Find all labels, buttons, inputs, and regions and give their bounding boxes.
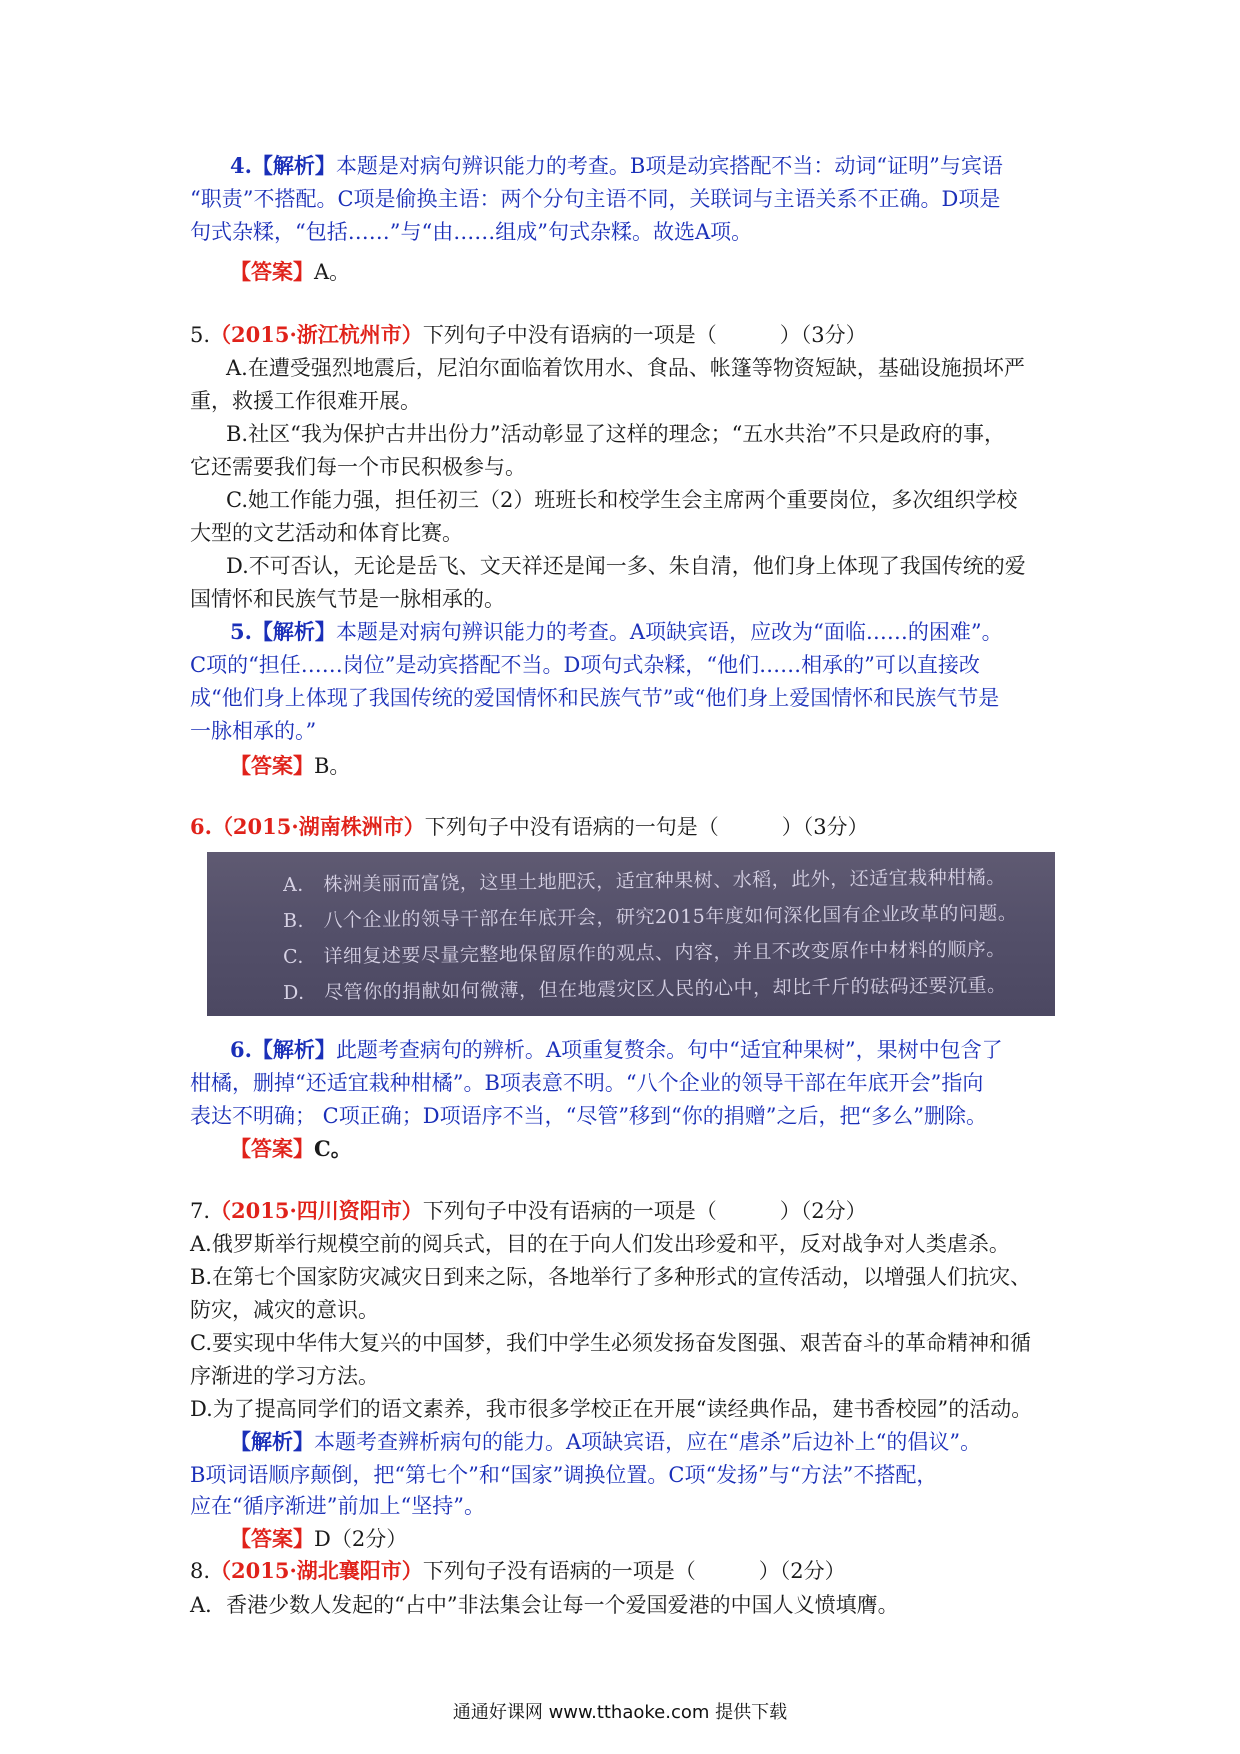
q7-option-c-line-2: 序渐进的学习方法。 (190, 1364, 379, 1388)
q5-stem-text: 下列句子中没有语病的一项是（ ）（3分） (422, 323, 867, 347)
q5-option-b-line-1: B.社区“我为保护古井出份力”活动彰显了这样的理念；“五水共治”不只是政府的事， (226, 422, 1006, 446)
q4-analysis-text-1: 本题是对病句辨识能力的考查。B项是动宾搭配不当：动词“证明”与宾语 (335, 154, 1003, 178)
q8-source: （2015·湖北襄阳市） (210, 1558, 423, 1583)
q5-answer-value: B。 (314, 754, 351, 778)
q6-analysis-tag: 6.【解析】 (230, 1037, 336, 1062)
q6-answer-tag: 【答案】 (230, 1136, 314, 1161)
q6-number: 6. (190, 814, 212, 839)
q7-answer-value: D（2分） (314, 1527, 408, 1551)
q6-photo-option-b: B. 八个企业的领导干部在年底开会，研究2015年度如何深化国有企业改革的问题。 (282, 902, 1018, 932)
q8-stem-text: 下列句子没有语病的一项是（ ）（2分） (422, 1559, 846, 1583)
q6-photo-option-a: A. 株洲美丽而富饶，这里土地肥沃，适宜种果树、水稻，此外，还适宜栽种柑橘。 (282, 866, 1006, 896)
q7-source: （2015·四川资阳市） (210, 1198, 423, 1223)
q7-option-b-line-2: 防灾，减灾的意识。 (190, 1298, 379, 1322)
q5-option-c-line-2: 大型的文艺活动和体育比赛。 (190, 521, 463, 545)
q5-number: 5. (190, 323, 211, 347)
q4-analysis-line-3: 句式杂糅，“包括……”与“由……组成”句式杂糅。故选A项。 (190, 220, 753, 244)
q7-option-a: A.俄罗斯举行规模空前的阅兵式，目的在于向人们发出珍爱和平，反对战争对人类虐杀。 (190, 1232, 1010, 1256)
q7-analysis-tag: 【解析】 (230, 1429, 314, 1454)
q7-analysis-line-1 (230, 1426, 981, 1458)
q5-analysis-tag: 5.【解析】 (230, 619, 336, 644)
q6-analysis-text-1: 此题考查病句的辨析。A项重复赘余。句中“适宜种果树”，果树中包含了 (335, 1038, 1003, 1062)
q5-option-d-line-1: D.不可否认，无论是岳飞、文天祥还是闻一多、朱自清，他们身上体现了我国传统的爱 (226, 554, 1026, 578)
q6-answer-value: C。 (314, 1136, 352, 1161)
q5-stem (190, 319, 867, 351)
q7-option-d: D.为了提高同学们的语文素养，我市很多学校正在开展“读经典作品，建书香校园”的活动。 (190, 1397, 1033, 1421)
q5-analysis-line-2: C项的“担任……岗位”是动宾搭配不当。D项句式杂糅，“他们……相承的”可以直接改 (190, 653, 980, 677)
q7-answer-tag: 【答案】 (230, 1526, 314, 1551)
q5-source: （2015·浙江杭州市） (210, 322, 423, 347)
q6-answer (230, 1133, 352, 1165)
q5-analysis-text-1: 本题是对病句辨识能力的考查。A项缺宾语，应改为“面临……的困难”。 (335, 620, 1003, 644)
q7-answer (230, 1523, 407, 1555)
q5-analysis-line-1 (230, 616, 1003, 648)
q6-analysis-line-1 (230, 1034, 1003, 1066)
q5-option-a-line-1: A.在遭受强烈地震后，尼泊尔面临着饮用水、食品、帐篷等物资短缺，基础设施损坏严 (226, 356, 1025, 380)
q4-analysis-line-2: “职责”不搭配。C项是偷换主语：两个分句主语不同，关联词与主语关系不正确。D项是 (190, 187, 1001, 211)
q5-answer (230, 750, 350, 782)
q7-analysis-line-3: 应在“循序渐进”前加上“坚持”。 (190, 1494, 485, 1518)
q5-answer-tag: 【答案】 (230, 753, 314, 778)
q7-option-c-line-1: C.要实现中华伟大复兴的中国梦，我们中学生必须发扬奋发图强、艰苦奋斗的革命精神和循 (190, 1331, 1031, 1355)
q4-answer (230, 256, 350, 288)
q6-photo-option-c: C. 详细复述要尽量完整地保留原作的观点、内容，并且不改变原作中材料的顺序。 (282, 938, 1006, 968)
q4-answer-tag: 【答案】 (230, 259, 314, 284)
q5-option-b-line-2: 它还需要我们每一个市民积极参与。 (190, 455, 526, 479)
q4-analysis-tag: 4.【解析】 (230, 153, 336, 178)
q7-option-b-line-1: B.在第七个国家防灾减灾日到来之际，各地举行了多种形式的宣传活动，以增强人们抗灾、 (190, 1265, 1032, 1289)
q5-analysis-line-4: 一脉相承的。” (190, 719, 317, 743)
q8-number: 8. (190, 1559, 211, 1583)
q6-photo-option-d: D. 尽管你的捐献如何微薄，但在地震灾区人民的心中，却比千斤的砝码还要沉重。 (282, 974, 1007, 1004)
q7-analysis-line-2: B项词语顺序颠倒，把“第七个”和“国家”调换位置。C项“发扬”与“方法”不搭配， (190, 1463, 938, 1487)
q6-stem-text: 下列句子中没有语病的一句是（ ）（3分） (424, 815, 869, 839)
q5-option-d-line-2: 国情怀和民族气节是一脉相承的。 (190, 587, 505, 611)
q5-option-a-line-2: 重，救援工作很难开展。 (190, 389, 421, 413)
q4-answer-value: A。 (314, 260, 351, 284)
q5-option-c-line-1: C.她工作能力强，担任初三（2）班班长和校学生会主席两个重要岗位，多次组织学校 (226, 488, 1018, 512)
page-footer: 通通好课网 www.tthaoke.com 提供下载 (452, 1702, 788, 1723)
q6-source: （2015·湖南株洲市） (211, 814, 425, 839)
q7-number: 7. (190, 1199, 211, 1223)
q6-options-photo (207, 852, 1055, 1016)
q6-stem (190, 811, 869, 843)
q5-analysis-line-3: 成“他们身上体现了我国传统的爱国情怀和民族气节”或“他们身上爱国情怀和民族气节是 (190, 686, 1000, 710)
q8-option-a: A．香港少数人发起的“占中”非法集会让每一个爱国爱港的中国人义愤填膺。 (190, 1593, 899, 1617)
q8-stem (190, 1555, 846, 1587)
q6-analysis-line-3: 表达不明确； C项正确；D项语序不当，“尽管”移到“你的捐赠”之后，把“多么”删除。 (190, 1104, 987, 1128)
q6-analysis-line-2: 柑橘，删掉“还适宜栽种柑橘”。B项表意不明。“八个企业的领导干部在年底开会”指向 (190, 1071, 984, 1095)
q7-stem (190, 1195, 867, 1227)
q7-stem-text: 下列句子中没有语病的一项是（ ）（2分） (422, 1199, 867, 1223)
q4-analysis-line-1 (230, 150, 1003, 182)
q7-analysis-text-1: 本题考查辨析病句的能力。A项缺宾语，应在“虐杀”后边补上“的倡议”。 (314, 1430, 982, 1454)
